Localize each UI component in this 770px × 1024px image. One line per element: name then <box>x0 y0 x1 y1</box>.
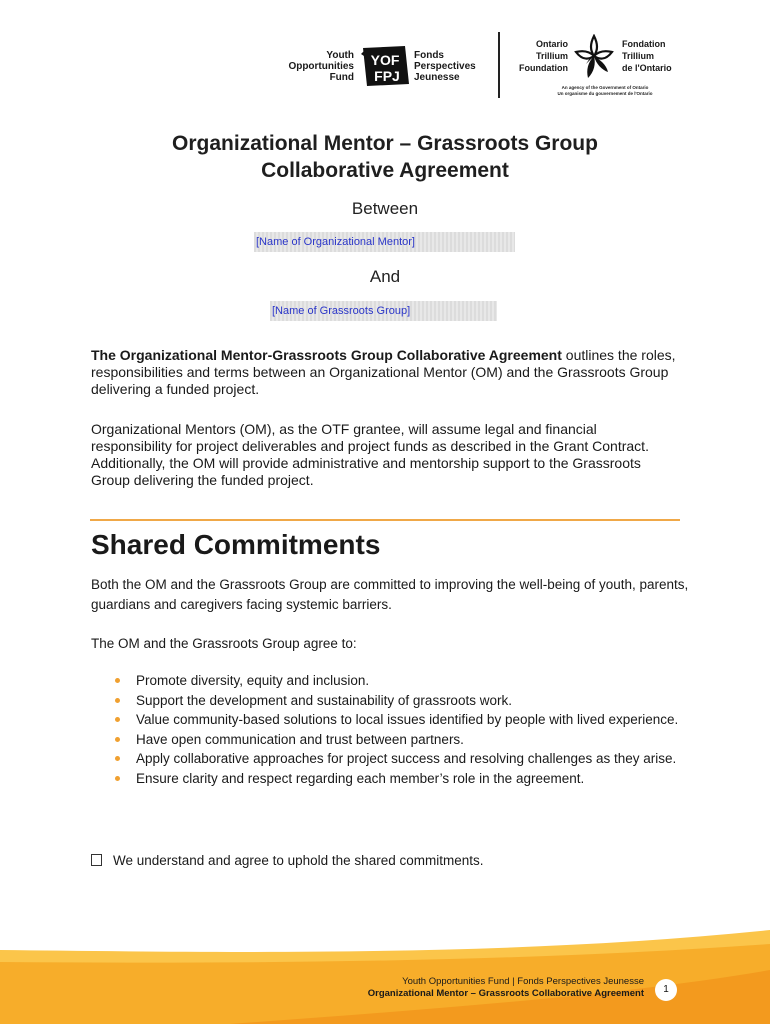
agreement-checkbox-row[interactable] <box>91 851 483 870</box>
footer-wave <box>0 900 770 1024</box>
shared-paragraph-1: Both the OM and the Grassroots Group are committed to improving the well-being of youth, parents, guardians and caregivers facing systemic barriers. <box>91 577 689 612</box>
fpj-name-fr <box>414 50 476 83</box>
and-label: And <box>369 267 401 286</box>
list-item: Support the development and sustainability of grassroots work. <box>91 691 681 711</box>
mentor-name-field[interactable]: [Name of Organizational Mentor] <box>254 232 515 252</box>
yof-name-line: Fund <box>329 72 354 83</box>
otf-name-line: Trillium <box>622 51 655 61</box>
footer-fund-name: Youth Opportunities Fund | Fonds Perspectives Jeunesse <box>402 976 644 987</box>
group-name-field[interactable]: [Name of Grassroots Group] <box>270 301 497 321</box>
yof-logo-icon <box>357 44 411 88</box>
title-line: Collaborative Agreement <box>261 159 509 182</box>
trillium-logo-icon <box>572 34 616 80</box>
shared-paragraph-2: The OM and the Grassroots Group agree to: <box>91 636 357 651</box>
title-line: Organizational Mentor – Grassroots Group <box>172 132 598 155</box>
yof-name-line: Opportunities <box>288 61 354 72</box>
list-item: Apply collaborative approaches for project success and resolving challenges as they arise. <box>91 749 681 769</box>
otf-name-line: Foundation <box>519 63 568 73</box>
otf-name-fr <box>622 38 672 74</box>
between-label: Between <box>351 199 419 218</box>
otf-name-line: Fondation <box>622 39 666 49</box>
list-item: Ensure clarity and respect regarding each member’s role in the agreement. <box>91 769 681 789</box>
section-heading: Shared Commitments <box>91 529 381 560</box>
intro-bold-term: The Organizational Mentor-Grassroots Group Collaborative Agreement <box>91 347 562 363</box>
otf-name-line: Trillium <box>535 51 568 61</box>
list-item: Promote diversity, equity and inclusion. <box>91 671 681 691</box>
section-divider <box>90 519 680 521</box>
intro-text: outlines the roles, responsibilities and terms between an Organizational Mentor (OM) and the Grassroots Group delivering a funded project. <box>91 347 676 397</box>
fpj-name-line: Jeunesse <box>414 72 460 83</box>
agreement-checkbox-label: We understand and agree to uphold the shared commitments. <box>113 853 484 868</box>
list-item: Value community-based solutions to local issues identified by people with lived experience. <box>91 710 681 730</box>
agency-en: An agency of the Government of Ontario <box>561 85 649 90</box>
otf-name-line: de l'Ontario <box>622 63 672 73</box>
commitments-list <box>91 671 681 788</box>
agency-fr: Un organisme du gouvernement de l'Ontario <box>557 91 653 96</box>
page-number: 1 <box>655 979 677 1001</box>
fpj-name-line: Perspectives <box>414 61 476 72</box>
footer-document-name: Organizational Mentor – Grassroots Collaborative Agreement <box>367 988 644 999</box>
yof-badge-top: YOF <box>370 52 400 68</box>
yof-badge-bottom: FPJ <box>374 68 400 84</box>
intro-paragraph-2: Organizational Mentors (OM), as the OTF grantee, will assume legal and financial responsibility for project deliverables and project funds as described in the Grant Contract. Additionally, the OM will provide administrative and mentorship support to the Grassroots Group delivering the funded project. <box>91 421 649 488</box>
yof-name-line: Youth <box>326 50 354 61</box>
yof-name-en <box>270 50 354 83</box>
agreement-checkbox[interactable] <box>91 854 102 866</box>
logo-divider <box>498 32 500 98</box>
otf-name-line: Ontario <box>535 39 568 49</box>
agency-tagline <box>540 85 670 97</box>
intro-paragraph-1 <box>91 347 681 398</box>
otf-name-en <box>512 38 568 74</box>
fpj-name-line: Fonds <box>414 50 444 61</box>
document-title <box>0 130 770 184</box>
list-item: Have open communication and trust between partners. <box>91 730 681 750</box>
